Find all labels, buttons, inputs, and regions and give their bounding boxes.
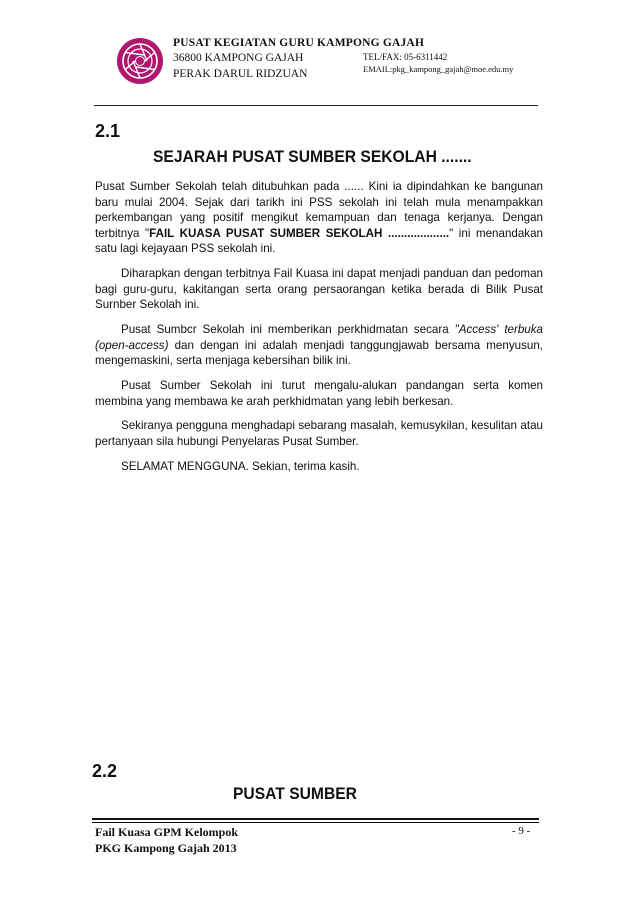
email-address: EMAIL:pkg_kampong_gajah@moe.edu.my	[363, 64, 514, 74]
section-number-2-2: 2.2	[92, 761, 118, 781]
camera-aperture-logo-icon	[116, 37, 164, 85]
section-title-pusat-sumber: PUSAT SUMBER	[233, 784, 357, 803]
paragraph-4-text: Pusat Sumber Sekolah ini turut mengalu-alukan pandangan serta komen membina yang membawa ke arah perkhidmatan yang lebih berkesan.	[95, 379, 543, 408]
paragraph-2-text: Diharapkan dengan terbitnya Fail Kuasa ini dapat menjadi panduan dan pedoman bagi guru-guru, kakitangan serta orang persaorangan ketika berada di Bilik Pusat Surnber Sekolah ini.	[95, 267, 543, 312]
paragraph-3-text-b: dan dengan ini adalah menjadi tanggungjawab bersama menyusun, mengemaskini, serta menjaga kebersihan bilik ini.	[95, 338, 543, 368]
paragraph-3-italic: "Access' terbuka (open-access)	[95, 323, 543, 352]
organization-name: PUSAT KEGIATAN GURU KAMPONG GAJAH	[173, 37, 425, 49]
address-line-2: PERAK DARUL RIDZUAN	[173, 68, 308, 80]
footer-organization-year: PKG Kampong Gajah 2013	[95, 841, 237, 855]
paragraph-6-text: SELAMAT MENGGUNA. Sekian, terima kasih.	[121, 460, 360, 473]
footer-divider-thin	[92, 822, 539, 823]
paragraph-3-text-a: Pusat Sumbcr Sekolah ini memberikan perkhidmatan secara	[121, 323, 455, 336]
paragraph-5	[95, 418, 543, 449]
paragraph-1-text-b: " ini menandakan satu lagi kejayaan PSS sekolah ini.	[95, 226, 543, 256]
footer-divider-thick	[92, 818, 539, 820]
page-number: - 9 -	[512, 825, 531, 837]
paragraph-4	[95, 378, 543, 409]
paragraph-1	[95, 179, 543, 257]
paragraph-6	[95, 459, 543, 475]
header-divider	[94, 105, 538, 106]
address-line-1: 36800 KAMPONG GAJAH	[173, 52, 304, 64]
paragraph-3	[95, 322, 543, 369]
tel-fax: TEL/FAX: 05-6311442	[363, 52, 448, 62]
footer-document-name: Fail Kuasa GPM Kelompok	[95, 825, 239, 839]
section-title-sejarah: SEJARAH PUSAT SUMBER SEKOLAH .......	[153, 147, 472, 166]
section-number-2-1: 2.1	[95, 121, 121, 141]
paragraph-5-text: Sekiranya pengguna menghadapi sebarang masalah, kemusykilan, kesulitan atau pertanyaan sila hubungi Penyelaras Pusat Sumber.	[95, 419, 543, 448]
paragraph-1-text-a: Pusat Sumber Sekolah telah ditubuhkan pada ...... Kini ia dipindahkan ke bangunan baru mulai 2004. Sejak dari tarikh ini PSS sekolah ini telah mula menampakkan perkembangan yang positif mengikut kemampuan dan tenaga kerjanya. Dengan terbitnya "	[95, 180, 543, 240]
paragraph-2	[95, 266, 543, 313]
paragraph-1-bold-title: FAIL KUASA PUSAT SUMBER SEKOLAH ...................	[149, 226, 450, 240]
